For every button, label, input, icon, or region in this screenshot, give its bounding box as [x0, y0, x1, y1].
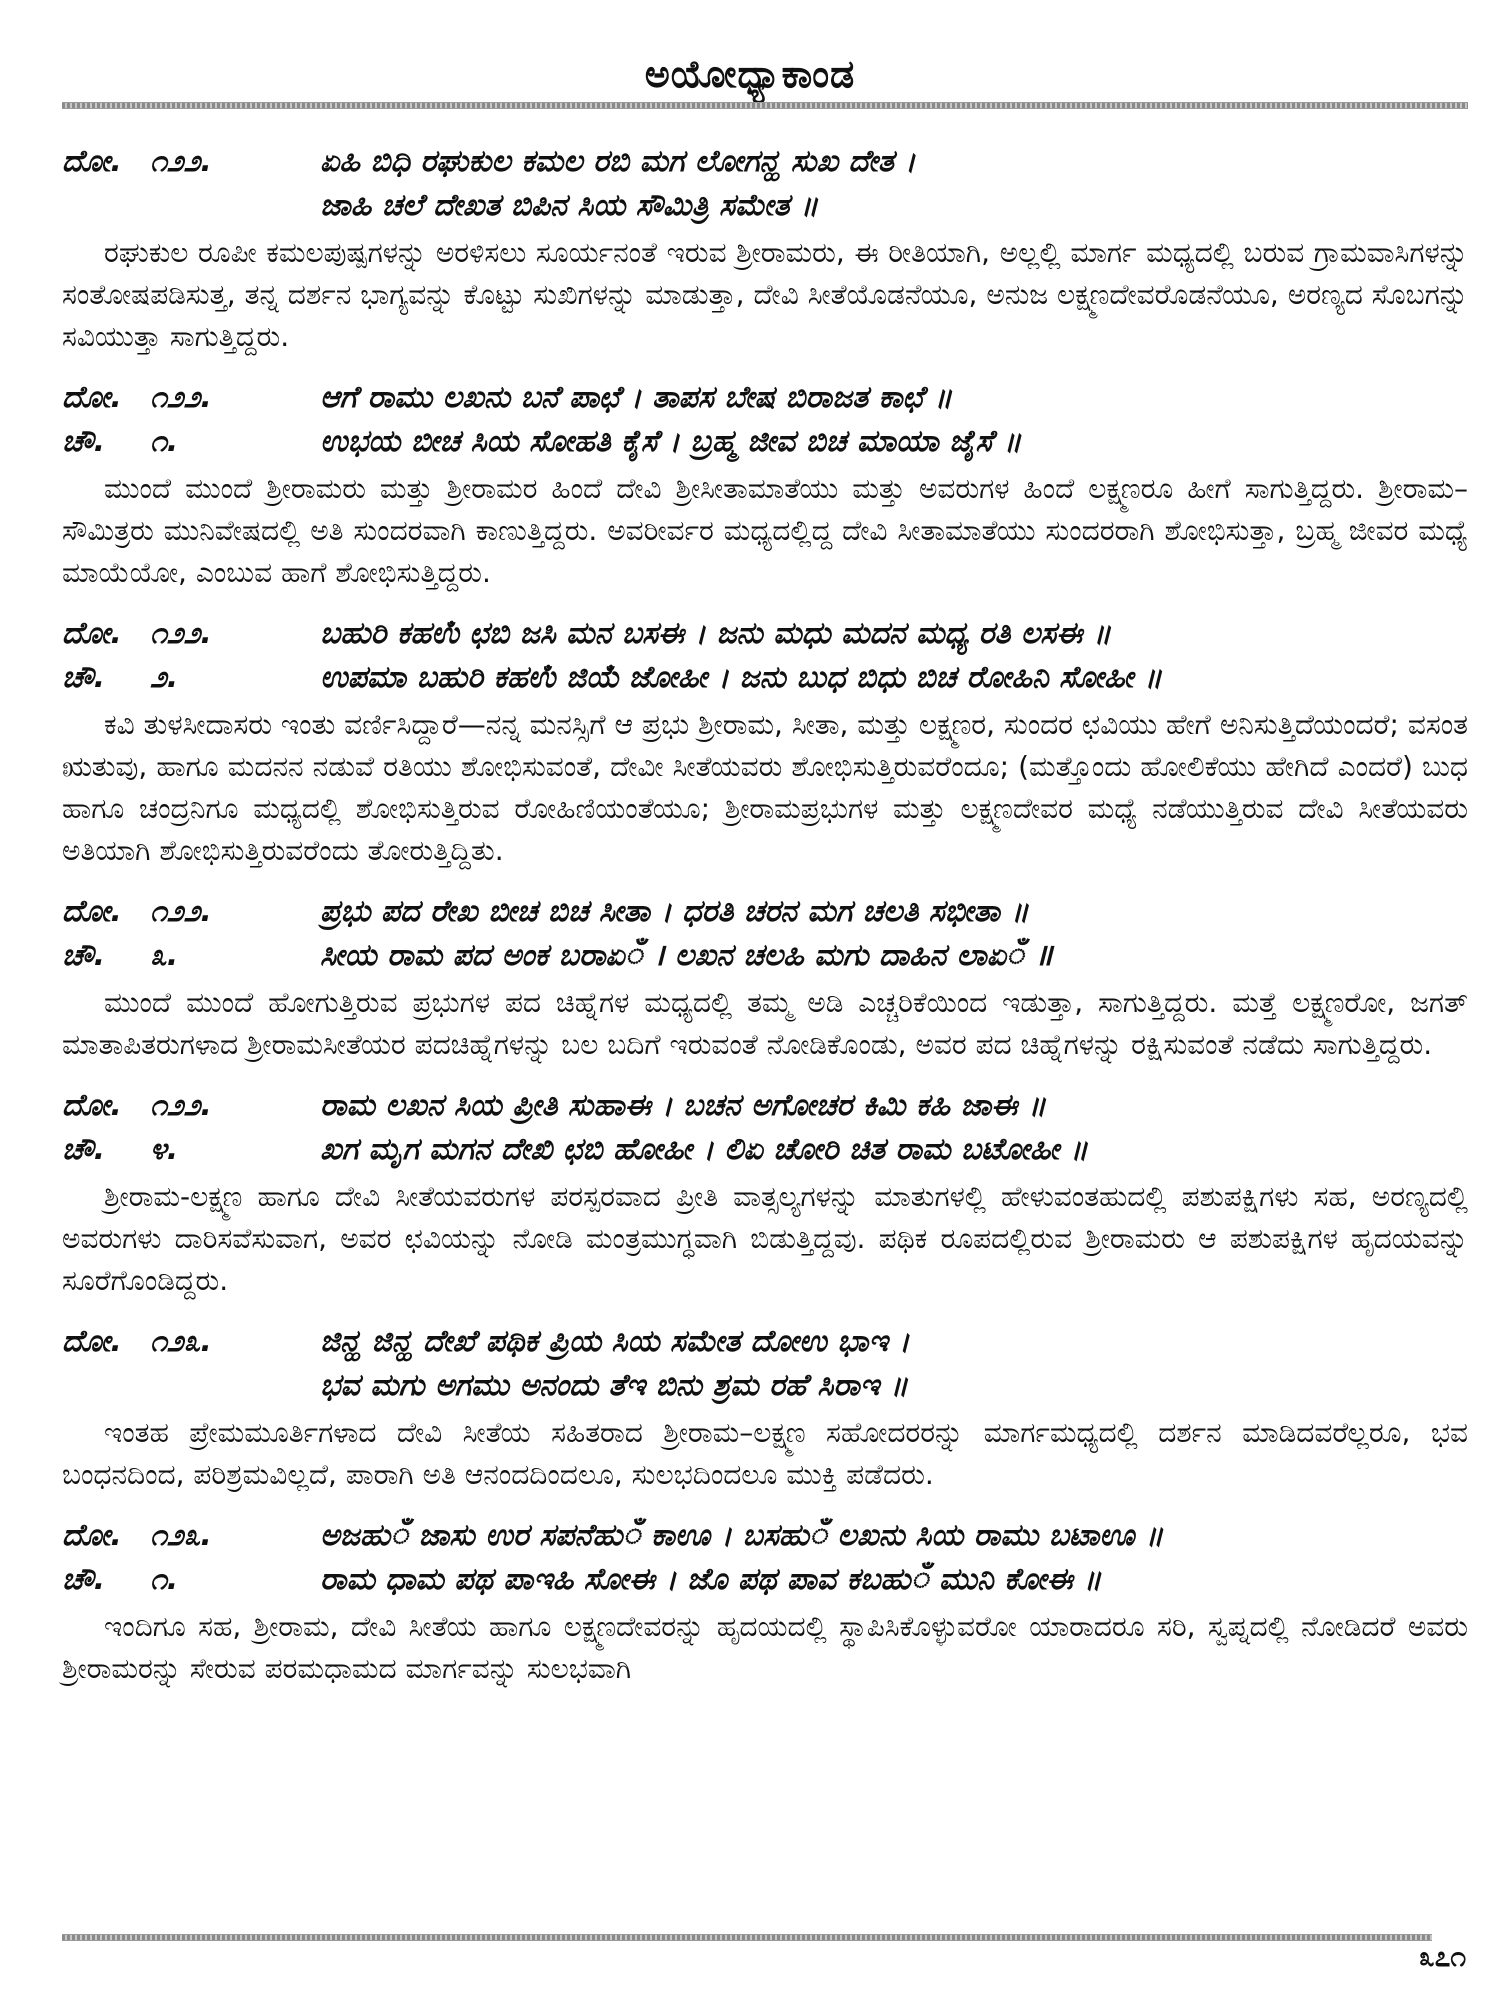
verse-block	[62, 612, 1468, 872]
verse-block	[62, 1514, 1468, 1690]
verse-block	[62, 140, 1468, 358]
verse-line	[62, 1128, 1468, 1172]
verse-block	[62, 1320, 1468, 1496]
page-title: ಅಯೋಧ್ಯಾಕಾಂಡ	[644, 52, 856, 96]
verse-type-label: ಚೌ.	[62, 938, 106, 973]
verse-text: ಉಪಮಾ ಬಹುರಿ ಕಹಉಁ ಜಿಯಁ ಜೋಹೀ । ಜನು ಬುಧ ಬಿಧು ಬಿಚ ರೋಹಿನಿ ಸೋಹೀ ॥	[320, 660, 1163, 695]
verse-text: ಬಹುರಿ ಕಹಉಁ ಛಬಿ ಜಸಿ ಮನ ಬಸಈ । ಜನು ಮಧು ಮದನ ಮಧ್ಯ ರತಿ ಲಸಈ ॥	[320, 616, 1112, 651]
verse-type-label: ದೋ.	[62, 894, 122, 929]
verse-type-label: ದೋ.	[62, 616, 122, 651]
verse-number	[150, 1364, 320, 1408]
verse-line	[62, 1558, 1468, 1602]
verse-text: ಏಹಿ ಬಿಧಿ ರಘುಕುಲ ಕಮಲ ರಬಿ ಮಗ ಲೋಗನ್ಹ ಸುಖ ದೇತ ।	[320, 144, 916, 179]
verse-type-label	[62, 184, 150, 228]
verse-number: ೧೨೨.	[150, 894, 212, 929]
footer-divider	[62, 1934, 1432, 1941]
header-divider	[62, 102, 1468, 109]
verse-line	[62, 376, 1468, 420]
page-body	[62, 140, 1468, 1690]
verse-text: ಪ್ರಭು ಪದ ರೇಖ ಬೀಚ ಬಿಚ ಸೀತಾ । ಧರತಿ ಚರನ ಮಗ ಚಲತಿ ಸಭೀತಾ ॥	[320, 894, 1029, 929]
verse-text: ಖಗ ಮೃಗ ಮಗನ ದೇಖಿ ಛಬಿ ಹೋಹೀ । ಲಿಏ ಚೋರಿ ಚಿತ ರಾಮ ಬಟೋಹೀ ॥	[320, 1132, 1088, 1167]
verse-type-label: ದೋ.	[62, 1088, 122, 1123]
commentary-paragraph: ಮುಂದೆ ಮುಂದೆ ಶ್ರೀರಾಮರು ಮತ್ತು ಶ್ರೀರಾಮರ ಹಿಂದೆ ದೇವಿ ಶ್ರೀಸೀತಾಮಾತೆಯು ಮತ್ತು ಅವರುಗಳ ಹಿಂದೆ ಲಕ್ಷ್ಮಣರೂ ಹೀಗೆ ಸಾಗುತ್ತಿದ್ದರು. ಶ್ರೀರಾಮ–ಸೌಮಿತ್ರರು ಮುನಿವೇಷದಲ್ಲಿ ಅತಿ ಸುಂದರವಾಗಿ ಕಾಣುತ್ತಿದ್ದರು. ಅವರೀರ್ವರ ಮಧ್ಯದಲ್ಲಿದ್ದ ದೇವಿ ಸೀತಾಮಾತೆಯು ಸುಂದರರಾಗಿ ಶೋಭಿಸುತ್ತಾ, ಬ್ರಹ್ಮ ಜೀವರ ಮಧ್ಯೆ ಮಾಯೆಯೋ, ಎಂಬುವ ಹಾಗೆ ಶೋಭಿಸುತ್ತಿದ್ದರು.	[62, 472, 1468, 589]
verse-type-label	[62, 1364, 150, 1408]
verse-number: ೪.	[150, 1132, 179, 1167]
verse-block	[62, 1084, 1468, 1302]
verse-line	[62, 1084, 1468, 1128]
verse-line	[62, 656, 1468, 700]
verse-type-label: ಚೌ.	[62, 660, 106, 695]
verse-type-label: ದೋ.	[62, 144, 122, 179]
commentary-paragraph: ಇಂತಹ ಪ್ರೇಮಮೂರ್ತಿಗಳಾದ ದೇವಿ ಸೀತೆಯ ಸಹಿತರಾದ ಶ್ರೀರಾಮ–ಲಕ್ಷ್ಮಣ ಸಹೋದರರನ್ನು ಮಾರ್ಗಮಧ್ಯದಲ್ಲಿ ದರ್ಶನ ಮಾಡಿದವರೆಲ್ಲರೂ, ಭವ ಬಂಧನದಿಂದ, ಪರಿಶ್ರಮವಿಲ್ಲದೆ, ಪಾರಾಗಿ ಅತಿ ಆನಂದದಿಂದಲೂ, ಸುಲಭದಿಂದಲೂ ಮುಕ್ತಿ ಪಡೆದರು.	[62, 1416, 1468, 1491]
verse-text: ರಾಮ ಧಾಮ ಪಥ ಪಾಇಹಿ ಸೋಈ । ಜೊ ಪಥ ಪಾವ ಕಬಹುँ ಮುನಿ ಕೋಈ ॥	[320, 1562, 1102, 1597]
verse-type-label: ಚೌ.	[62, 1562, 106, 1597]
verse-text: ಉಭಯ ಬೀಚ ಸಿಯ ಸೋಹತಿ ಕೈಸೆ । ಬ್ರಹ್ಮ ಜೀವ ಬಿಚ ಮಾಯಾ ಜೈಸೆ ॥	[320, 424, 1022, 459]
verse-number: ೧೨೨.	[150, 380, 212, 415]
verse-line	[62, 1514, 1468, 1558]
commentary-paragraph: ಕವಿ ತುಳಸೀದಾಸರು ಇಂತು ವರ್ಣಿಸಿದ್ದಾರೆ—ನನ್ನ ಮನಸ್ಸಿಗೆ ಆ ಪ್ರಭು ಶ್ರೀರಾಮ, ಸೀತಾ, ಮತ್ತು ಲಕ್ಷ್ಮಣರ, ಸುಂದರ ಛವಿಯು ಹೇಗೆ ಅನಿಸುತ್ತಿದೆಯಂದರೆ; ವಸಂತ ಋತುವು, ಹಾಗೂ ಮದನನ ನಡುವೆ ರತಿಯು ಶೋಭಿಸುವಂತೆ, ದೇವೀ ಸೀತೆಯವರು ಶೋಭಿಸುತ್ತಿರುವರೆಂದೂ; (ಮತ್ತೊಂದು ಹೋಲಿಕೆಯು ಹೇಗಿದೆ ಎಂದರೆ) ಬುಧ ಹಾಗೂ ಚಂದ್ರನಿಗೂ ಮಧ್ಯದಲ್ಲಿ ಶೋಭಿಸುತ್ತಿರುವ ರೋಹಿಣಿಯಂತೆಯೂ; ಶ್ರೀರಾಮಪ್ರಭುಗಳ ಮತ್ತು ಲಕ್ಷ್ಮಣದೇವರ ಮಧ್ಯೆ ನಡೆಯುತ್ತಿರುವ ದೇವಿ ಸೀತೆಯವರು ಅತಿಯಾಗಿ ಶೋಭಿಸುತ್ತಿರುವರೆಂದು ತೋರುತ್ತಿದ್ದಿತು.	[62, 708, 1468, 867]
verse-type-label: ದೋ.	[62, 1518, 122, 1553]
verse-text: ಸೀಯ ರಾಮ ಪದ ಅಂಕ ಬರಾಏँ । ಲಖನ ಚಲಹಿ ಮಗು ದಾಹಿನ ಲಾಏँ ॥	[320, 938, 1053, 973]
verse-text: ಅಜಹುँ ಜಾಸು ಉರ ಸಪನೆಹುँ ಕಾಊ । ಬಸಹುँ ಲಖನು ಸಿಯ ರಾಮು ಬಟಾಊ ॥	[320, 1518, 1164, 1553]
verse-line	[62, 1364, 1468, 1408]
verse-number: ೧೨೨.	[150, 616, 212, 651]
verse-text: ಜಾಹಿ ಚಲೆ ದೇಖತ ಬಿಪಿನ ಸಿಯ ಸೌಮಿತ್ರಿ ಸಮೇತ ॥	[320, 188, 819, 223]
verse-number: ೧೨೩.	[150, 1324, 212, 1359]
verse-block	[62, 890, 1468, 1066]
verse-text: ಆಗೆ ರಾಮು ಲಖನು ಬನೆ ಪಾಛೆ । ತಾಪಸ ಬೇಷ ಬಿರಾಜತ ಕಾಛೆ ॥	[320, 380, 953, 415]
verse-number: ೧೨೨.	[150, 1088, 212, 1123]
verse-text: ಭವ ಮಗು ಅಗಮು ಅನಂದು ತೆಇ ಬಿನು ಶ್ರಮ ರಹೆ ಸಿರಾಇ ॥	[320, 1368, 909, 1403]
verse-type-label: ಚೌ.	[62, 1132, 106, 1167]
commentary-paragraph: ಶ್ರೀರಾಮ-ಲಕ್ಷ್ಮಣ ಹಾಗೂ ದೇವಿ ಸೀತೆಯವರುಗಳ ಪರಸ್ಪರವಾದ ಪ್ರೀತಿ ವಾತ್ಸಲ್ಯಗಳನ್ನು ಮಾತುಗಳಲ್ಲಿ ಹೇಳುವಂತಹುದಲ್ಲಿ ಪಶುಪಕ್ಷಿಗಳು ಸಹ, ಅರಣ್ಯದಲ್ಲಿ ಅವರುಗಳು ದಾರಿಸವೆಸುವಾಗ, ಅವರ ಛವಿಯನ್ನು ನೋಡಿ ಮಂತ್ರಮುಗ್ಧವಾಗಿ ಬಿಡುತ್ತಿದ್ದವು. ಪಥಿಕ ರೂಪದಲ್ಲಿರುವ ಶ್ರೀರಾಮರು ಆ ಪಶುಪಕ್ಷಿಗಳ ಹೃದಯವನ್ನು ಸೂರೆಗೊಂಡಿದ್ದರು.	[62, 1180, 1468, 1297]
verse-number: ೧೨೨.	[150, 144, 212, 179]
verse-line	[62, 612, 1468, 656]
verse-text: ಜಿನ್ಹ ಜಿನ್ಹ ದೇಖೆ ಪಥಿಕ ಪ್ರಿಯ ಸಿಯ ಸಮೇತ ದೋಉ ಭಾಇ ।	[320, 1324, 910, 1359]
commentary-paragraph: ಮುಂದೆ ಮುಂದೆ ಹೋಗುತ್ತಿರುವ ಪ್ರಭುಗಳ ಪದ ಚಿಹ್ನೆಗಳ ಮಧ್ಯದಲ್ಲಿ ತಮ್ಮ ಅಡಿ ಎಚ್ಚರಿಕೆಯಿಂದ ಇಡುತ್ತಾ, ಸಾಗುತ್ತಿದ್ದರು. ಮತ್ತೆ ಲಕ್ಷ್ಮಣರೋ, ಜಗತ್ ಮಾತಾಪಿತರುಗಳಾದ ಶ್ರೀರಾಮಸೀತೆಯರ ಪದಚಿಹ್ನೆಗಳನ್ನು ಬಲ ಬದಿಗೆ ಇರುವಂತೆ ನೋಡಿಕೊಂಡು, ಅವರ ಪದ ಚಿಹ್ನೆಗಳನ್ನು ರಕ್ಷಿಸುವಂತೆ ನಡೆದು ಸಾಗುತ್ತಿದ್ದರು.	[62, 986, 1468, 1061]
page-number: ೩೭೧	[1418, 1940, 1466, 1973]
verse-line	[62, 140, 1468, 184]
verse-number: ೧೨೩.	[150, 1518, 212, 1553]
verse-line	[62, 184, 1468, 228]
commentary-paragraph: ಇಂದಿಗೂ ಸಹ, ಶ್ರೀರಾಮ, ದೇವಿ ಸೀತೆಯ ಹಾಗೂ ಲಕ್ಷ್ಮಣದೇವರನ್ನು ಹೃದಯದಲ್ಲಿ ಸ್ಥಾಪಿಸಿಕೊಳ್ಳುವರೋ ಯಾರಾದರೂ ಸರಿ, ಸ್ವಪ್ನದಲ್ಲಿ ನೋಡಿದರೆ ಅವರು ಶ್ರೀರಾಮರನ್ನು ಸೇರುವ ಪರಮಧಾಮದ ಮಾರ್ಗವನ್ನು ಸುಲಭವಾಗಿ	[62, 1610, 1468, 1685]
verse-number: ೧.	[150, 424, 179, 459]
commentary-paragraph: ರಘುಕುಲ ರೂಪೀ ಕಮಲಪುಷ್ಪಗಳನ್ನು ಅರಳಿಸಲು ಸೂರ್ಯನಂತೆ ಇರುವ ಶ್ರೀರಾಮರು, ಈ ರೀತಿಯಾಗಿ, ಅಲ್ಲಲ್ಲಿ ಮಾರ್ಗ ಮಧ್ಯದಲ್ಲಿ ಬರುವ ಗ್ರಾಮವಾಸಿಗಳನ್ನು ಸಂತೋಷಪಡಿಸುತ್ತ, ತನ್ನ ದರ್ಶನ ಭಾಗ್ಯವನ್ನು ಕೊಟ್ಟು ಸುಖಿಗಳನ್ನು ಮಾಡುತ್ತಾ, ದೇವಿ ಸೀತೆಯೊಡನೆಯೂ, ಅನುಜ ಲಕ್ಷ್ಮಣದೇವರೊಡನೆಯೂ, ಅರಣ್ಯದ ಸೊಬಗನ್ನು ಸವಿಯುತ್ತಾ ಸಾಗುತ್ತಿದ್ದರು.	[62, 236, 1468, 353]
verse-number	[150, 184, 320, 228]
verse-number: ೨.	[150, 660, 179, 695]
verse-line	[62, 420, 1468, 464]
verse-number: ೩.	[150, 938, 179, 973]
verse-block	[62, 376, 1468, 594]
verse-line	[62, 890, 1468, 934]
verse-type-label: ಚೌ.	[62, 424, 106, 459]
verse-type-label: ದೋ.	[62, 380, 122, 415]
verse-text: ರಾಮ ಲಖನ ಸಿಯ ಪ್ರೀತಿ ಸುಹಾಈ । ಬಚನ ಅಗೋಚರ ಕಿಮಿ ಕಹಿ ಜಾಈ ॥	[320, 1088, 1047, 1123]
verse-number: ೧.	[150, 1562, 179, 1597]
verse-line	[62, 1320, 1468, 1364]
verse-type-label: ದೋ.	[62, 1324, 122, 1359]
verse-line	[62, 934, 1468, 978]
